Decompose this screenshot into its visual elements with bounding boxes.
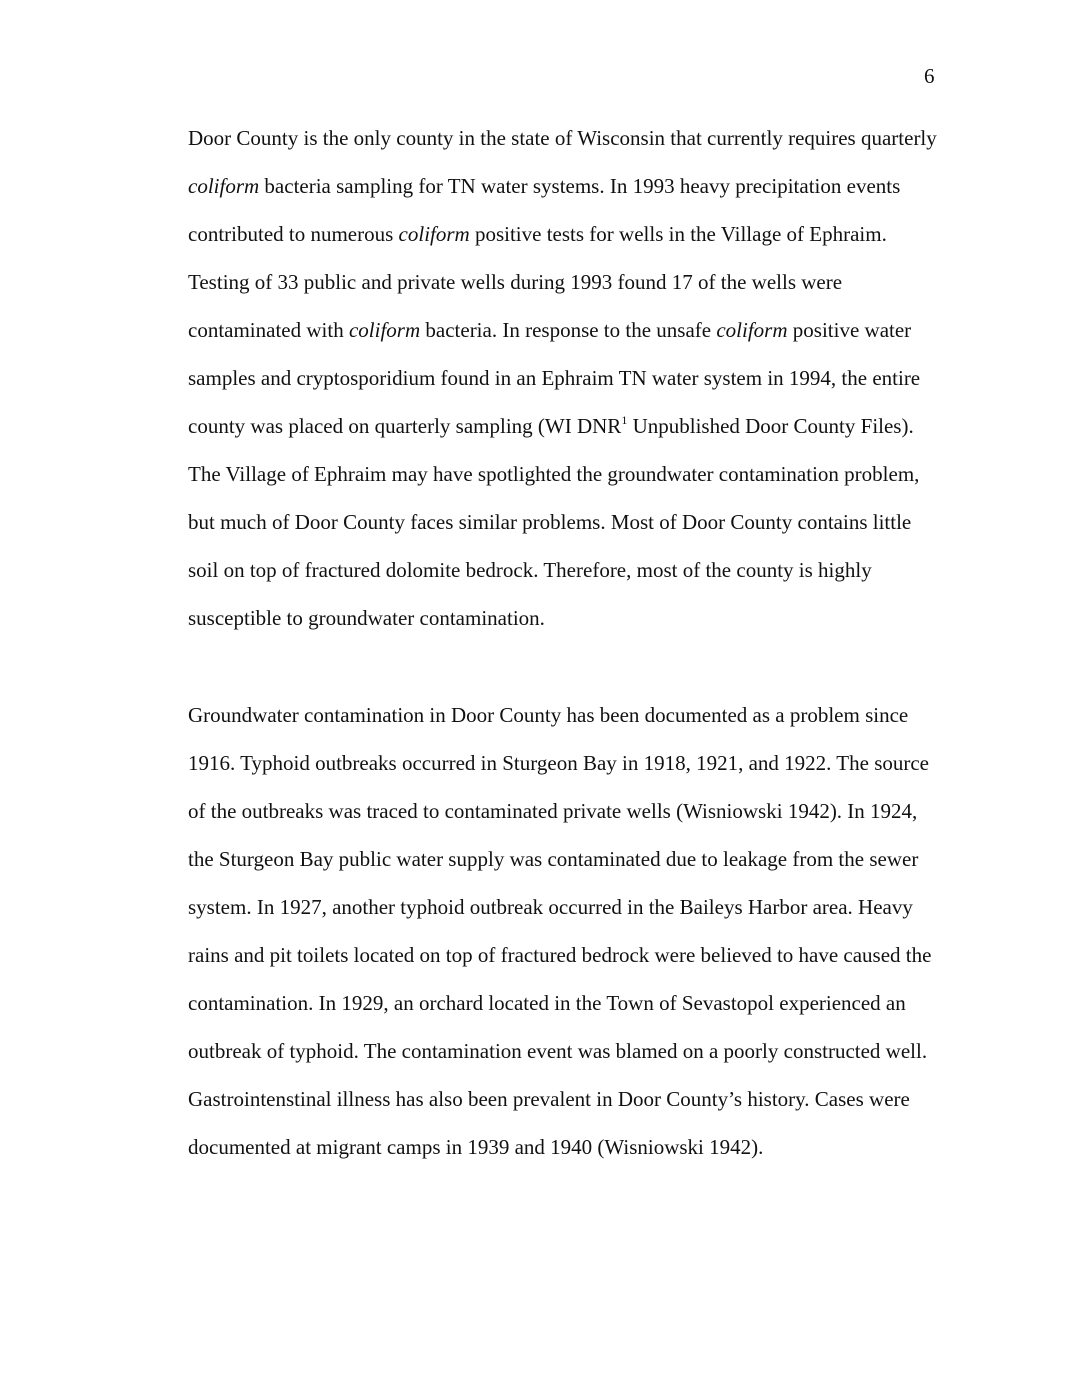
- text-line: soil on top of fractured dolomite bedrock. Therefore, most of the county is highly: [188, 558, 872, 582]
- text-line: coliform bacteria sampling for TN water systems. In 1993 heavy precipitation events: [188, 174, 901, 198]
- text-line: Gastrointenstinal illness has also been prevalent in Door County’s history. Cases were: [188, 1087, 910, 1111]
- text-line: outbreak of typhoid. The contamination event was blamed on a poorly constructed well.: [188, 1039, 928, 1063]
- text-line: susceptible to groundwater contamination.: [188, 606, 545, 630]
- text-line: the Sturgeon Bay public water supply was contaminated due to leakage from the sewer: [188, 847, 919, 871]
- paragraph-coliform-sampling: [188, 114, 948, 642]
- footnote-marker: 1: [621, 413, 628, 427]
- page-number: 6: [924, 64, 935, 88]
- text-line: contributed to numerous coliform positive tests for wells in the Village of Ephraim.: [188, 222, 887, 246]
- text-line: samples and cryptosporidium found in an Ephraim TN water system in 1994, the entire: [188, 366, 921, 390]
- italic-term: coliform: [716, 318, 788, 342]
- text-line: contamination. In 1929, an orchard located in the Town of Sevastopol experienced an: [188, 991, 906, 1015]
- text-line: The Village of Ephraim may have spotlighted the groundwater contamination problem,: [188, 462, 920, 486]
- italic-term: coliform: [348, 318, 421, 342]
- text-line: of the outbreaks was traced to contaminated private wells (Wisniowski 1942). In 1924,: [188, 799, 918, 823]
- text-line: contaminated with coliform bacteria. In response to the unsafe coliform positive water: [188, 318, 912, 342]
- text-line: rains and pit toilets located on top of fractured bedrock were believed to have caused the: [188, 943, 932, 967]
- text-line: documented at migrant camps in 1939 and 1940 (Wisniowski 1942).: [188, 1135, 764, 1159]
- text-line: 1916. Typhoid outbreaks occurred in Sturgeon Bay in 1918, 1921, and 1922. The source: [188, 751, 929, 775]
- italic-term: coliform: [398, 222, 470, 246]
- text-line: county was placed on quarterly sampling (WI DNR$^1$ Unpublished Door County Files).: [188, 413, 914, 438]
- text-line: Testing of 33 public and private wells during 1993 found 17 of the wells were: [188, 270, 843, 294]
- italic-term: coliform: [188, 174, 260, 198]
- text-line: Door County is the only county in the state of Wisconsin that currently requires quarterly: [188, 126, 937, 150]
- text-line: Groundwater contamination in Door County has been documented as a problem since: [188, 703, 909, 727]
- text-line: but much of Door County faces similar problems. Most of Door County contains little: [188, 510, 912, 534]
- paragraph-contamination-history: [188, 691, 948, 1171]
- text-line: system. In 1927, another typhoid outbreak occurred in the Baileys Harbor area. Heavy: [188, 895, 913, 919]
